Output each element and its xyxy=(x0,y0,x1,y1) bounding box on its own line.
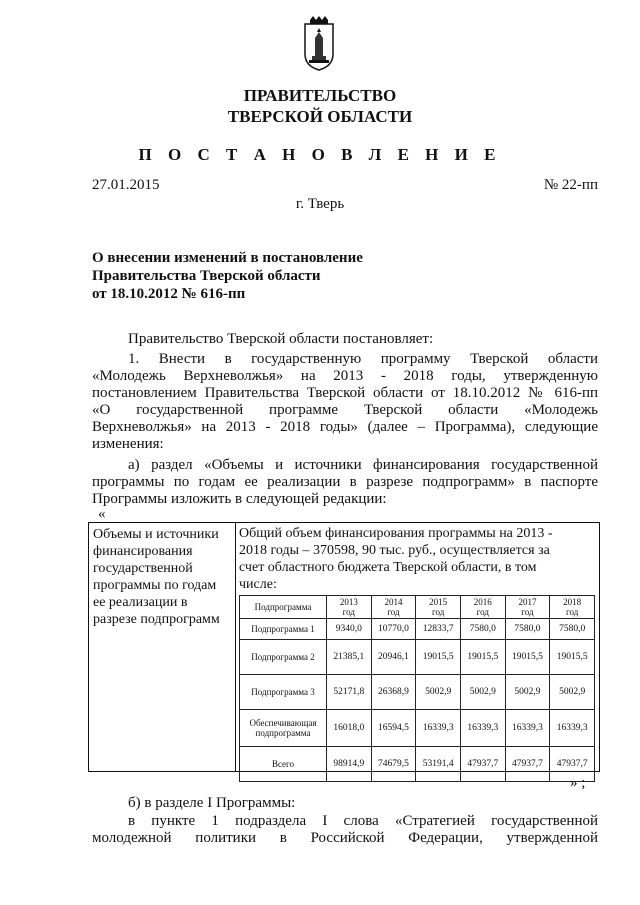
table-cell: 26368,9 xyxy=(371,675,416,710)
column-header-year: 2014 год xyxy=(371,596,416,619)
label-line: финансирования xyxy=(93,544,193,559)
table-cell: 19015,5 xyxy=(460,640,505,675)
document-number: № 22-пп xyxy=(543,177,598,193)
paragraph-line: Правительство Тверской области постановляет: xyxy=(128,331,434,347)
table-cell: 5002,9 xyxy=(550,675,595,710)
table-cell: 47937,7 xyxy=(460,747,505,782)
coat-of-arms-icon xyxy=(303,16,335,72)
financing-intro xyxy=(239,525,596,593)
org-title-line2: ТВЕРСКОЙ ОБЛАСТИ xyxy=(227,107,413,126)
paragraph-line: б) в разделе I Программы: xyxy=(128,795,296,811)
paragraph-intro xyxy=(92,331,598,348)
paragraph-line: Программы изложить в следующей редакции: xyxy=(92,491,387,507)
table-cell: 16339,3 xyxy=(550,710,595,747)
table-row xyxy=(240,619,595,640)
document-date: 27.01.2015 xyxy=(92,177,160,193)
table-row xyxy=(240,640,595,675)
financing-detail-cell xyxy=(236,523,599,771)
table-cell: 10770,0 xyxy=(371,619,416,640)
table-cell: 5002,9 xyxy=(460,675,505,710)
table-cell: 19015,5 xyxy=(550,640,595,675)
paragraph-line: 1. Внести в государственную программу Тверской области xyxy=(128,351,598,367)
intro-line: 2018 годы – 370598, 90 тыс. руб., осуществляется за xyxy=(239,543,550,558)
paragraph-line: в пункте 1 подраздела I слова «Стратегией государственной xyxy=(128,813,598,829)
table-cell: 47937,7 xyxy=(550,747,595,782)
paragraph-line: «О государственной программе Тверской области «Молодежь xyxy=(92,402,598,418)
label-line: программы по годам xyxy=(93,578,217,593)
table-cell: 7580,0 xyxy=(460,619,505,640)
table-cell: 5002,9 xyxy=(416,675,461,710)
column-header-subprogram: Подпрограмма xyxy=(240,596,327,619)
table-cell: 21385,1 xyxy=(327,640,372,675)
paragraph-4 xyxy=(92,813,598,847)
table-cell: 74679,5 xyxy=(371,747,416,782)
table-header-row xyxy=(240,596,595,619)
table-cell: 53191,4 xyxy=(416,747,461,782)
financing-table xyxy=(88,522,600,772)
document-type: П О С Т А Н О В Л Е Н И Е xyxy=(138,145,502,164)
row-label: Всего xyxy=(240,747,327,782)
column-header-year: 2018 год xyxy=(550,596,595,619)
table-cell: 52171,8 xyxy=(327,675,372,710)
paragraph-line: постановлением Правительства Тверской области от 18.10.2012 № 616-пп xyxy=(92,385,598,401)
table-cell: 16018,0 xyxy=(327,710,372,747)
quote-open: « xyxy=(98,506,106,522)
paragraph-1 xyxy=(92,351,598,453)
label-line: разрезе подпрограмм xyxy=(93,612,220,627)
label-line: Объемы и источники xyxy=(93,527,219,542)
table-cell: 16339,3 xyxy=(416,710,461,747)
table-cell: 12833,7 xyxy=(416,619,461,640)
intro-line: Общий объем финансирования программы на 2013 - xyxy=(239,526,553,541)
column-header-year: 2016 год xyxy=(460,596,505,619)
label-line: государственной xyxy=(93,561,193,576)
column-header-year: 2015 год xyxy=(416,596,461,619)
table-cell: 5002,9 xyxy=(505,675,550,710)
table-cell: 16339,3 xyxy=(460,710,505,747)
document-city: г. Тверь xyxy=(295,196,345,212)
table-cell: 19015,5 xyxy=(416,640,461,675)
row-label: Обеспечивающая подпрограмма xyxy=(240,710,327,747)
row-label: Подпрограмма 1 xyxy=(240,619,327,640)
paragraph-3 xyxy=(92,795,598,812)
table-cell: 16594,5 xyxy=(371,710,416,747)
label-line: ее реализации в xyxy=(93,595,188,610)
row-label: Подпрограмма 3 xyxy=(240,675,327,710)
paragraph-line: изменения: xyxy=(92,436,164,452)
paragraph-line: Верхневолжья» на 2013 - 2018 годы» (далее – Программа), следующие xyxy=(92,419,598,435)
paragraph-line: программы по годам ее реализации в разрезе подпрограмм» в паспорте xyxy=(92,474,598,490)
table-cell: 16339,3 xyxy=(505,710,550,747)
subject-line: от 18.10.2012 № 616-пп xyxy=(92,286,246,302)
subject-line: Правительства Тверской области xyxy=(92,268,321,284)
paragraph-line: молодежной политики в Российской Федерации, утвержденной xyxy=(92,830,598,846)
table-cell: 7580,0 xyxy=(550,619,595,640)
org-title-line1: ПРАВИТЕЛЬСТВО xyxy=(243,86,397,105)
table-cell: 19015,5 xyxy=(505,640,550,675)
row-label: Подпрограмма 2 xyxy=(240,640,327,675)
intro-line: числе: xyxy=(239,577,277,592)
document-subject xyxy=(92,249,363,303)
table-cell: 98914,9 xyxy=(327,747,372,782)
subprogram-table xyxy=(239,595,595,782)
quote-close: » ; xyxy=(570,775,586,791)
intro-line: счет областного бюджета Тверской области, в том xyxy=(239,560,537,575)
table-row xyxy=(240,675,595,710)
table-cell: 9340,0 xyxy=(327,619,372,640)
paragraph-line: а) раздел «Объемы и источники финансирования государственной xyxy=(128,457,598,473)
financing-label-cell xyxy=(89,523,236,771)
column-header-year: 2017 год xyxy=(505,596,550,619)
subject-line: О внесении изменений в постановление xyxy=(92,250,363,266)
column-header-year: 2013 год xyxy=(327,596,372,619)
table-cell: 47937,7 xyxy=(505,747,550,782)
table-cell: 7580,0 xyxy=(505,619,550,640)
table-cell: 20946,1 xyxy=(371,640,416,675)
table-row-total xyxy=(240,747,595,782)
table-row xyxy=(240,710,595,747)
paragraph-line: «Молодежь Верхневолжья» на 2013 - 2018 годы, утвержденную xyxy=(92,368,598,384)
paragraph-2 xyxy=(92,457,598,508)
